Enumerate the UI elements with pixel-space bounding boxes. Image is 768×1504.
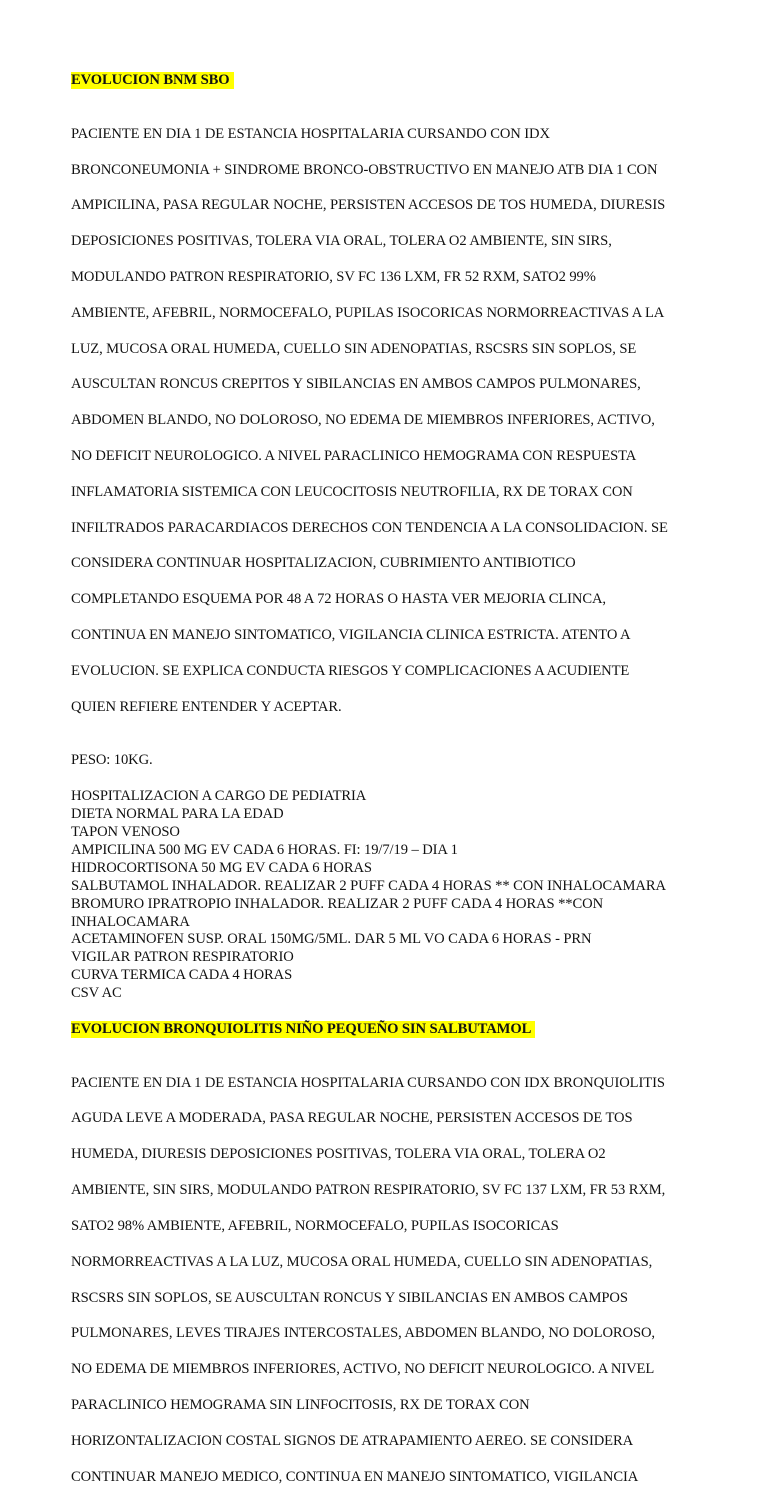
paragraph-line: CONTINUA EN MANEJO SINTOMATICO, VIGILANCIA CLINICA ESTRICTA. ATENTO A <box>71 627 631 644</box>
order-item: CURVA TERMICA CADA 4 HORAS <box>71 967 293 984</box>
paragraph-line: NO DEFICIT NEUROLOGICO. A NIVEL PARACLINICO HEMOGRAMA CON RESPUESTA <box>71 448 637 465</box>
paragraph-line: MODULANDO PATRON RESPIRATORIO, SV FC 136 LXM, FR 52 RXM, SATO2 99% <box>71 268 596 285</box>
paragraph-line: BRONCONEUMONIA + SINDROME BRONCO-OBSTRUCTIVO EN MANEJO ATB DIA 1 CON <box>71 161 658 178</box>
paragraph-line: HORIZONTALIZACION COSTAL SIGNOS DE ATRAPAMIENTO AEREO. SE CONSIDERA <box>71 1432 634 1449</box>
paragraph-line: INFILTRADOS PARACARDIACOS DERECHOS CON TENDENCIA A LA CONSOLIDACION. SE <box>71 519 668 536</box>
paragraph-line: CONSIDERA CONTINUAR HOSPITALIZACION, CUBRIMIENTO ANTIBIOTICO <box>71 555 576 572</box>
paragraph-line: DEPOSICIONES POSITIVAS, TOLERA VIA ORAL, TOLERA O2 AMBIENTE, SIN SIRS, <box>71 233 612 250</box>
section-heading-bronquiolitis: EVOLUCION BRONQUIOLITIS NIÑO PEQUEÑO SIN SALBUTAMOL <box>71 1021 535 1038</box>
paragraph-line: QUIEN REFIERE ENTENDER Y ACEPTAR. <box>71 698 342 715</box>
order-item: INHALOCAMARA <box>71 913 190 930</box>
spacer <box>71 770 731 788</box>
paragraph-line: PULMONARES, LEVES TIRAJES INTERCOSTALES, ABDOMEN BLANDO, NO DOLOROSO, <box>71 1325 655 1342</box>
paragraph-line: NO EDEMA DE MIEMBROS INFERIORES, ACTIVO, NO DEFICIT NEUROLOGICO. A NIVEL <box>71 1361 655 1378</box>
order-item: BROMURO IPRATROPIO INHALADOR. REALIZAR 2 PUFF CADA 4 HORAS **CON <box>71 895 604 912</box>
evolution-paragraph-bnm-sbo <box>71 108 731 735</box>
order-item: TAPON VENOSO <box>71 824 180 841</box>
paragraph-line: AMBIENTE, SIN SIRS, MODULANDO PATRON RESPIRATORIO, SV FC 137 LXM, FR 53 RXM, <box>71 1182 666 1199</box>
paragraph-line: INFLAMATORIA SISTEMICA CON LEUCOCITOSIS NEUTROFILIA, RX DE TORAX CON <box>71 483 633 500</box>
order-item: HOSPITALIZACION A CARGO DE PEDIATRIA <box>71 788 367 805</box>
section-heading-bnm-sbo: EVOLUCION BNM SBO <box>71 72 234 89</box>
spacer <box>71 735 731 753</box>
order-item: AMPICILINA 500 MG EV CADA 6 HORAS. FI: 19/7/19 – DIA 1 <box>71 841 458 858</box>
paragraph-line: HUMEDA, DIURESIS DEPOSICIONES POSITIVAS, TOLERA VIA ORAL, TOLERA O2 <box>71 1146 606 1163</box>
paragraph-line: EVOLUCION. SE EXPLICA CONDUCTA RIESGOS Y COMPLICACIONES A ACUDIENTE <box>71 662 630 679</box>
order-item: SALBUTAMOL INHALADOR. REALIZAR 2 PUFF CADA 4 HORAS ** CON INHALOCAMARA <box>71 877 666 894</box>
paragraph-line: PACIENTE EN DIA 1 DE ESTANCIA HOSPITALARIA CURSANDO CON IDX BRONQUIOLITIS <box>71 1074 665 1091</box>
paragraph-line: PACIENTE EN DIA 1 DE ESTANCIA HOSPITALARIA CURSANDO CON IDX <box>71 125 550 142</box>
paragraph-line: COMPLETANDO ESQUEMA POR 48 A 72 HORAS O HASTA VER MEJORIA CLINCA, <box>71 591 606 608</box>
section-bronquiolitis <box>71 1021 731 1504</box>
paragraph-line: AMPICILINA, PASA REGULAR NOCHE, PERSISTEN ACCESOS DE TOS HUMEDA, DIURESIS <box>71 197 666 214</box>
order-item: ACETAMINOFEN SUSP. ORAL 150MG/5ML. DAR 5 ML VO CADA 6 HORAS - PRN <box>71 931 592 948</box>
order-item: DIETA NORMAL PARA LA EDAD <box>71 806 284 823</box>
spacer <box>71 90 731 108</box>
order-item: VIGILAR PATRON RESPIRATORIO <box>71 949 294 966</box>
paragraph-line: CONTINUAR MANEJO MEDICO, CONTINUA EN MANEJO SINTOMATICO, VIGILANCIA <box>71 1468 639 1485</box>
order-item: HIDROCORTISONA 50 MG EV CADA 6 HORAS <box>71 859 372 876</box>
document-page <box>71 72 731 1504</box>
patient-weight: PESO: 10KG. <box>71 752 153 769</box>
paragraph-line: PARACLINICO HEMOGRAMA SIN LINFOCITOSIS, RX DE TORAX CON <box>71 1396 530 1413</box>
paragraph-line: AMBIENTE, AFEBRIL, NORMOCEFALO, PUPILAS ISOCORICAS NORMORREACTIVAS A LA <box>71 304 665 321</box>
spacer <box>71 1003 731 1021</box>
paragraph-line: RSCSRS SIN SOPLOS, SE AUSCULTAN RONCUS Y SIBILANCIAS EN AMBOS CAMPOS <box>71 1289 628 1306</box>
paragraph-line: NORMORREACTIVAS A LA LUZ, MUCOSA ORAL HUMEDA, CUELLO SIN ADENOPATIAS, <box>71 1253 653 1270</box>
paragraph-line: LUZ, MUCOSA ORAL HUMEDA, CUELLO SIN ADENOPATIAS, RSCSRS SIN SOPLOS, SE <box>71 340 637 357</box>
paragraph-line: AGUDA LEVE A MODERADA, PASA REGULAR NOCHE, PERSISTEN ACCESOS DE TOS <box>71 1110 633 1127</box>
paragraph-line: SATO2 98% AMBIENTE, AFEBRIL, NORMOCEFALO, PUPILAS ISOCORICAS <box>71 1217 559 1234</box>
paragraph-line: ABDOMEN BLANDO, NO DOLOROSO, NO EDEMA DE MIEMBROS INFERIORES, ACTIVO, <box>71 412 655 429</box>
section-bnm-sbo <box>71 72 731 1003</box>
order-item: CSV AC <box>71 985 122 1002</box>
medical-orders-list <box>71 788 731 1003</box>
spacer <box>71 1039 731 1057</box>
evolution-paragraph-bronquiolitis <box>71 1057 731 1504</box>
paragraph-line: AUSCULTAN RONCUS CREPITOS Y SIBILANCIAS EN AMBOS CAMPOS PULMONARES, <box>71 376 641 393</box>
